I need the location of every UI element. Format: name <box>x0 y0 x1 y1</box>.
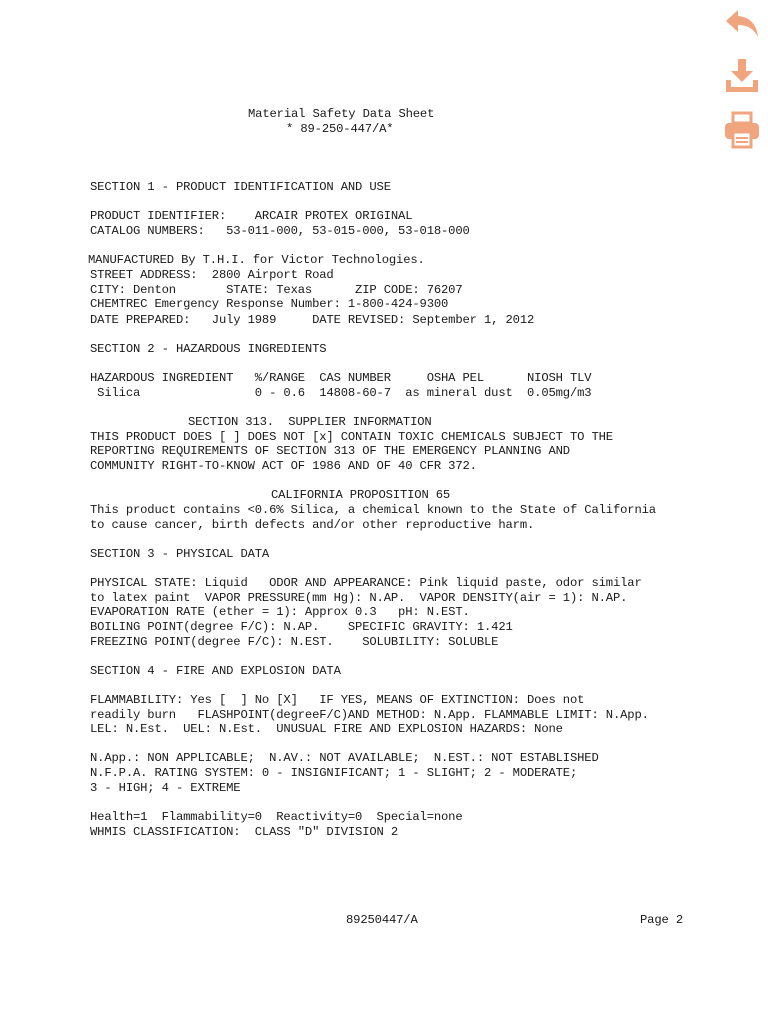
prop-65-text: to cause cancer, birth defects and/or other reproductive harm. <box>90 518 535 532</box>
dates: DATE PREPARED: July 1989 DATE REVISED: September 1, 2012 <box>90 313 535 327</box>
section-313-text: REPORTING REQUIREMENTS OF SECTION 313 OF THE EMERGENCY PLANNING AND <box>90 444 570 458</box>
fire-data-line: LEL: N.Est. UEL: N.Est. UNUSUAL FIRE AND EXPLOSION HAZARDS: None <box>90 722 563 736</box>
city-state-zip: CITY: Denton STATE: Texas ZIP CODE: 76207 <box>90 283 463 297</box>
download-button[interactable] <box>720 56 764 96</box>
section-2-heading: SECTION 2 - HAZARDOUS INGREDIENTS <box>90 342 327 356</box>
footer-doc-code: 89250447/A <box>346 913 418 927</box>
back-button[interactable] <box>720 4 764 44</box>
abbreviations-line: N.App.: NON APPLICABLE; N.AV.: NOT AVAILABLE; N.EST.: NOT ESTABLISHED <box>90 751 599 765</box>
fire-data-line: FLAMMABILITY: Yes [ ] No [X] IF YES, MEANS OF EXTINCTION: Does not <box>90 693 585 707</box>
ingredients-table-header: HAZARDOUS INGREDIENT %/RANGE CAS NUMBER OSHA PEL NIOSH TLV <box>90 371 592 385</box>
document-title: Material Safety Data Sheet <box>248 107 435 121</box>
prop-65-text: This product contains <0.6% Silica, a chemical known to the State of California <box>90 503 656 517</box>
section-3-heading: SECTION 3 - PHYSICAL DATA <box>90 547 270 561</box>
page-number: Page 2 <box>640 913 683 927</box>
nfpa-rating-line: N.F.P.A. RATING SYSTEM: 0 - INSIGNIFICANT; 1 - SLIGHT; 2 - MODERATE; <box>90 766 578 780</box>
manufacturer: MANUFACTURED By T.H.I. for Victor Technologies. <box>88 253 425 267</box>
hazard-ratings: Health=1 Flammability=0 Reactivity=0 Special=none <box>90 810 463 824</box>
physical-data-line: BOILING POINT(degree F/C): N.AP. SPECIFIC GRAVITY: 1.421 <box>90 620 513 634</box>
fire-data-line: readily burn FLASHPOINT(degreeF/C)AND METHOD: N.App. FLAMMABLE LIMIT: N.App. <box>90 708 649 722</box>
physical-data-line: EVAPORATION RATE (ether = 1): Approx 0.3 pH: N.EST. <box>90 605 470 619</box>
section-4-heading: SECTION 4 - FIRE AND EXPLOSION DATA <box>90 664 341 678</box>
product-identifier: PRODUCT IDENTIFIER: ARCAIR PROTEX ORIGINAL <box>90 209 413 223</box>
section-1-heading: SECTION 1 - PRODUCT IDENTIFICATION AND USE <box>90 180 391 194</box>
reply-icon <box>722 4 762 44</box>
catalog-numbers: CATALOG NUMBERS: 53-011-000, 53-015-000, 53-018-000 <box>90 224 470 238</box>
download-icon <box>722 56 762 96</box>
physical-data-line: to latex paint VAPOR PRESSURE(mm Hg): N.AP. VAPOR DENSITY(air = 1): N.AP. <box>90 591 628 605</box>
physical-data-line: PHYSICAL STATE: Liquid ODOR AND APPEARANCE: Pink liquid paste, odor similar <box>90 576 642 590</box>
print-icon <box>722 110 762 150</box>
chemtrec-number: CHEMTREC Emergency Response Number: 1-800-424-9300 <box>90 297 449 311</box>
section-313-text: COMMUNITY RIGHT-TO-KNOW ACT OF 1986 AND OF 40 CFR 372. <box>90 459 477 473</box>
section-313-heading: SECTION 313. SUPPLIER INFORMATION <box>188 415 432 429</box>
document-id: * 89-250-447/A* <box>286 122 394 136</box>
nfpa-rating-line: 3 - HIGH; 4 - EXTREME <box>90 781 241 795</box>
ingredients-table-row: Silica 0 - 0.6 14808-60-7 as mineral dust 0.05mg/m3 <box>90 386 592 400</box>
whmis-classification: WHMIS CLASSIFICATION: CLASS "D" DIVISION 2 <box>90 825 399 839</box>
physical-data-line: FREEZING POINT(degree F/C): N.EST. SOLUBILITY: SOLUBLE <box>90 635 499 649</box>
street-address: STREET ADDRESS: 2800 Airport Road <box>90 268 334 282</box>
pdf-toolbar <box>708 0 768 160</box>
section-313-text: THIS PRODUCT DOES [ ] DOES NOT [x] CONTAIN TOXIC CHEMICALS SUBJECT TO THE <box>90 430 613 444</box>
prop-65-heading: CALIFORNIA PROPOSITION 65 <box>271 488 451 502</box>
print-button[interactable] <box>720 110 764 150</box>
